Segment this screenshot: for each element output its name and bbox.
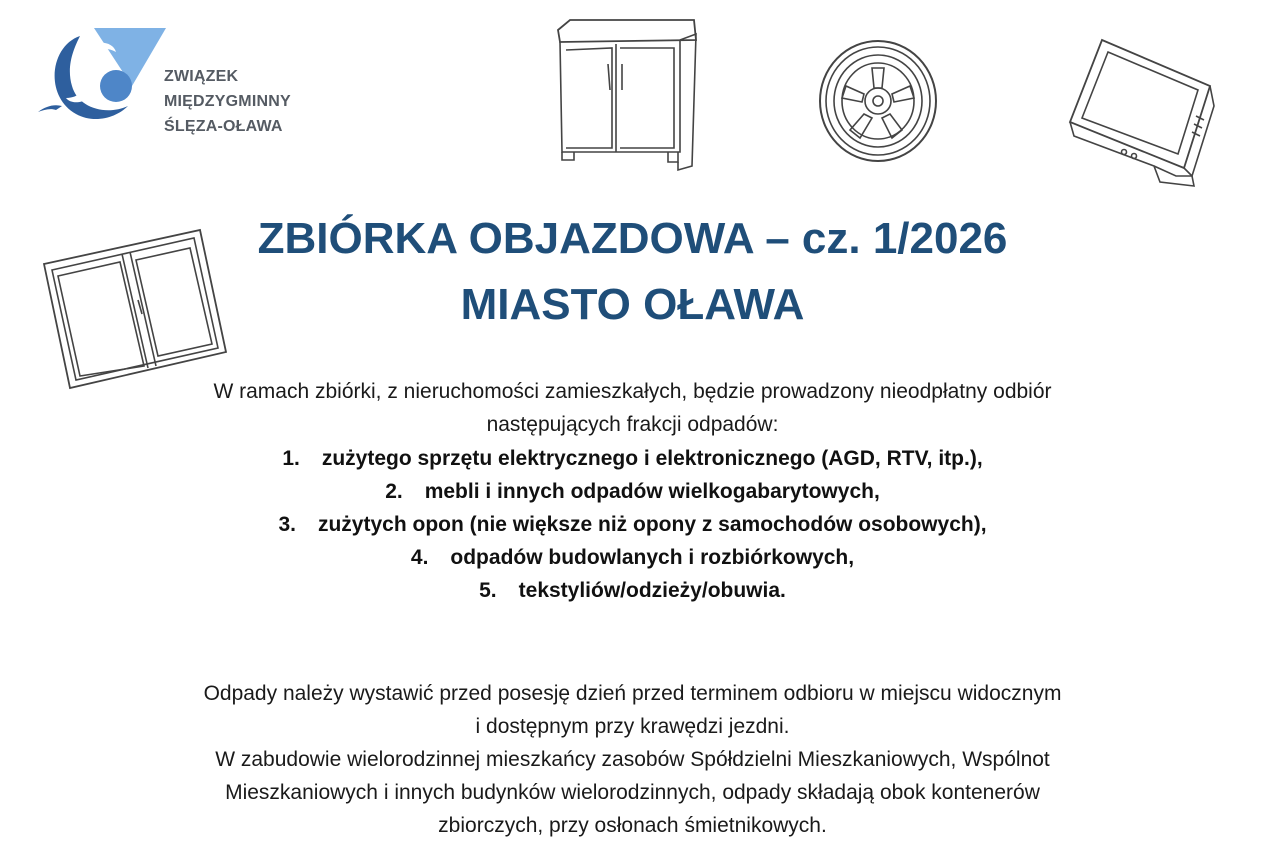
intro-line: W ramach zbiórki, z nieruchomości zamieszkałych, będzie prowadzony nieodpłatny odbiór [213, 380, 1052, 403]
info-line: Mieszkaniowych i innych budynków wielorodzinnych, odpady składają obok kontenerów [225, 781, 1040, 804]
organization-logo [36, 26, 356, 135]
info-line: zbiorczych, przy osłonach śmietnikowych. [438, 814, 827, 837]
page-subtitle-city: MIASTO OŁAWA [460, 280, 805, 329]
intro-line: następujących frakcji odpadów: [486, 413, 779, 436]
logo-name-line2: ŚLĘZA-OŁAWA [164, 118, 283, 135]
info-line: Odpady należy wystawić przed posesję dzień przed terminem odbioru w miejscu widocznym [203, 682, 1062, 705]
info-line: i dostępnym przy krawędzi jezdni. [475, 715, 790, 738]
page-title: ZBIÓRKA OBJAZDOWA – cz. 1/2026 [257, 214, 1008, 263]
cabinet-icon [552, 16, 702, 172]
info-line: W zabudowie wielorodzinnej mieszkańcy zasobów Spółdzielni Mieszkaniowych, Wspólnot [215, 748, 1050, 771]
list-item: 5. tekstyliów/odzieży/obuwia. [479, 579, 786, 602]
monitor-icon [1064, 36, 1224, 192]
logo-name-line1: ZWIĄZEK MIĘDZYGMINNY [164, 68, 291, 110]
instructions-paragraph [100, 677, 1165, 842]
logo-emblem-icon [36, 26, 166, 122]
list-item: 2. mebli i innych odpadów wielkogabarytowych, [385, 480, 880, 503]
list-item: 1. zużytego sprzętu elektrycznego i elektronicznego (AGD, RTV, itp.), [282, 447, 983, 470]
list-item: 3. zużytych opon (nie większe niż opony z samochodów osobowych), [278, 513, 987, 536]
intro-paragraph [100, 375, 1165, 441]
tire-icon [816, 38, 940, 164]
waste-fractions-list [0, 442, 1265, 607]
list-item: 4. odpadów budowlanych i rozbiórkowych, [410, 546, 855, 569]
